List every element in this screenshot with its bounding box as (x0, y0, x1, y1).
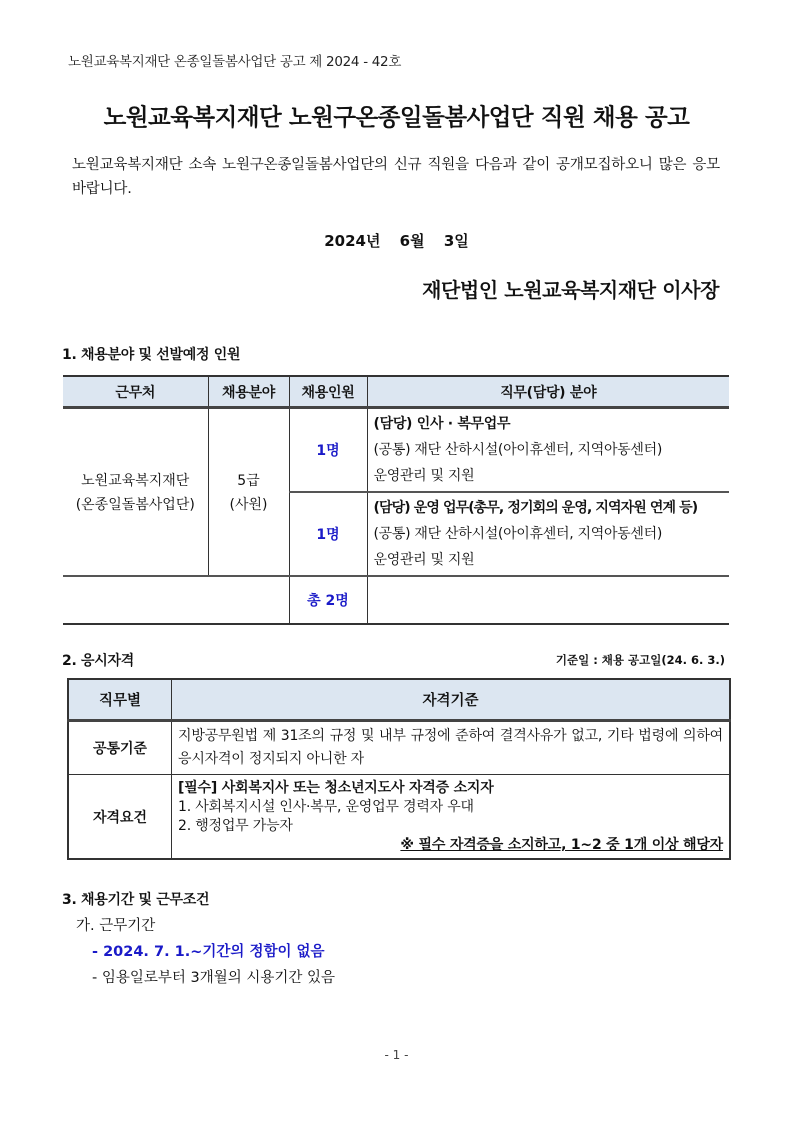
col-workplace: 근무처 (63, 376, 208, 408)
requirements-label: 자격요건 (68, 775, 172, 860)
common-label: 공통기준 (68, 721, 172, 775)
col-field: 채용분야 (208, 376, 289, 408)
section3-heading: 3. 채용기간 및 근무조건 (62, 892, 210, 908)
eligibility-note: ※ 필수 자격증을 소지하고, 1~2 중 1개 이상 해당자 (400, 837, 723, 853)
grade-line2: (사원) (229, 497, 268, 513)
col-headcount: 채용인원 (289, 376, 367, 408)
requirements-cell (172, 775, 731, 860)
grade-cell (208, 408, 289, 577)
page-title: 노원교육복지재단 노원구온종일돌봄사업단 직원 채용 공고 (103, 103, 690, 131)
section1-heading: 1. 채용분야 및 선발예정 인원 (62, 347, 241, 363)
intro-paragraph: 노원교육복지재단 소속 노원구온종일돌봄사업단의 신규 직원을 다음과 같이 공개모집하오니 많은 응모 바랍니다. (72, 157, 720, 197)
table-header-row (63, 376, 729, 408)
announcement-date: 2024년 6월 3일 (324, 232, 469, 250)
col-category: 직무별 (68, 679, 172, 721)
workplace-cell (63, 408, 208, 577)
qualification-table (67, 678, 731, 860)
signer: 재단법인 노원교육복지재단 이사장 (422, 278, 719, 302)
duty-cell (367, 492, 729, 576)
work-period-heading: 가. 근무기간 (76, 918, 156, 934)
duty-main: (담당) 운영 업무(총무, 정기회의 운영, 지역자원 연계 등) (373, 500, 698, 516)
preferred-item: 1. 사회복지시설 인사·복무, 운영업무 경력자 우대 (178, 799, 474, 815)
table-header-row (68, 679, 730, 721)
col-criteria: 자격기준 (172, 679, 731, 721)
announcement-number: 노원교육복지재단 온종일돌봄사업단 공고 제 2024 - 42호 (68, 54, 402, 70)
work-period-item: - 2024. 7. 1.~기간의 정함이 없음 (92, 944, 325, 960)
duty-main: (담당) 인사 · 복무업무 (373, 416, 511, 432)
grade-line1: 5급 (237, 473, 260, 489)
headcount-cell: 1명 (289, 492, 367, 576)
table-row (68, 775, 730, 860)
table-row (63, 408, 729, 493)
total-headcount: 총 2명 (289, 576, 367, 624)
recruitment-table (63, 375, 729, 625)
basis-date: 기준일 : 채용 공고일(24. 6. 3.) (555, 653, 725, 667)
workplace-line1: 노원교육복지재단 (81, 473, 190, 489)
headcount-cell: 1명 (289, 408, 367, 493)
probation-item: - 임용일로부터 3개월의 시용기간 있음 (92, 970, 335, 986)
preferred-item: 2. 행정업무 가능자 (178, 818, 293, 834)
duty-cell (367, 408, 729, 493)
required-cert: [필수] 사회복지사 또는 청소년지도사 자격증 소지자 (178, 780, 494, 796)
duty-common-cont: 운영관리 및 지원 (373, 552, 475, 568)
page-number: - 1 - (384, 1048, 409, 1062)
section2-heading: 2. 응시자격 (62, 653, 134, 669)
duty-common: (공통) 재단 산하시설(아이휴센터, 지역아동센터) (373, 526, 663, 542)
total-row (63, 576, 729, 624)
common-text: 지방공무원법 제 31조의 규정 및 내부 규정에 준하여 결격사유가 없고, 기타 법령에 의하여 응시자격이 정지되지 아니한 자 (172, 721, 731, 775)
workplace-line2: (온종일돌봄사업단) (75, 497, 195, 513)
duty-common: (공통) 재단 산하시설(아이휴센터, 지역아동센터) (373, 442, 663, 458)
col-duty: 직무(담당) 분야 (367, 376, 729, 408)
table-row (68, 721, 730, 775)
duty-common-cont: 운영관리 및 지원 (373, 468, 475, 484)
